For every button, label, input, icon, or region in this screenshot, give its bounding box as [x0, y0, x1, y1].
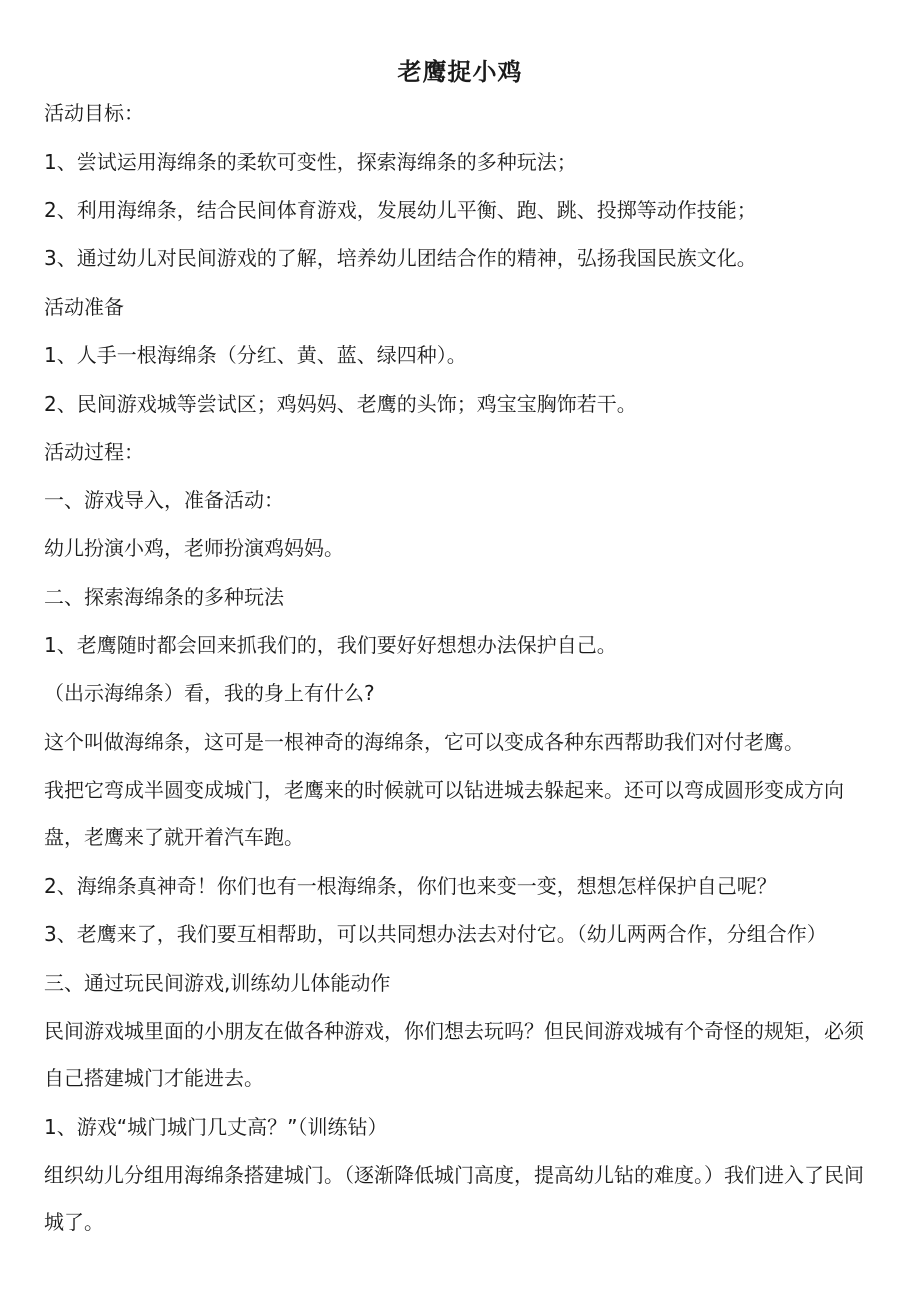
- paragraph: 1、老鹰随时都会回来抓我们的，我们要好好想想办法保护自己。: [44, 633, 617, 657]
- paragraph: 二、探索海绵条的多种玩法: [44, 585, 284, 609]
- paragraph: 3、老鹰来了，我们要互相帮助，可以共同想办法去对付它。（幼儿两两合作，分组合作）: [44, 922, 827, 946]
- paragraph: 民间游戏城里面的小朋友在做各种游戏，你们想去玩吗？但民间游戏城有个奇怪的规矩，必须自己搭建城门才能进去。: [44, 1019, 864, 1090]
- paragraph: （出示海绵条）看，我的身上有什么?: [44, 681, 375, 705]
- paragraph: 幼儿扮演小鸡，老师扮演鸡妈妈。: [44, 536, 344, 560]
- paragraph: 三、通过玩民间游戏,训练幼儿体能动作: [44, 971, 391, 995]
- paragraph: 活动过程：: [44, 440, 144, 464]
- paragraph: 3、通过幼儿对民间游戏的了解，培养幼儿团结合作的精神，弘扬我国民族文化。: [44, 246, 757, 270]
- paragraph: 1、游戏“城门城门几丈高？”（训练钻）: [44, 1115, 388, 1139]
- paragraph: 2、海绵条真神奇！你们也有一根海绵条，你们也来变一变，想想怎样保护自己呢？: [44, 874, 777, 898]
- paragraph: 1、尝试运用海绵条的柔软可变性，探索海绵条的多种玩法；: [44, 150, 577, 174]
- paragraph: 我把它弯成半圆变成城门，老鹰来的时候就可以钻进城去躲起来。还可以弯成圆形变成方向盘，老鹰来了就开着汽车跑。: [44, 778, 844, 849]
- paragraph: 2、利用海绵条，结合民间体育游戏，发展幼儿平衡、跑、跳、投掷等动作技能；: [44, 198, 757, 222]
- paragraph: 2、民间游戏城等尝试区；鸡妈妈、老鹰的头饰；鸡宝宝胸饰若干。: [44, 392, 637, 416]
- paragraph: 1、人手一根海绵条（分红、黄、蓝、绿四种）。: [44, 343, 467, 367]
- paragraph: 活动准备: [44, 295, 124, 319]
- paragraph: 这个叫做海绵条，这可是一根神奇的海绵条，它可以变成各种东西帮助我们对付老鹰。: [44, 730, 804, 754]
- paragraph: 一、游戏导入，准备活动：: [44, 488, 284, 512]
- paragraph: 组织幼儿分组用海绵条搭建城门。（逐渐降低城门高度，提高幼儿钻的难度。）我们进入了民间城了。: [44, 1163, 864, 1234]
- paragraph: 活动目标：: [44, 101, 144, 125]
- document-title: 老鹰捉小鸡: [397, 58, 523, 86]
